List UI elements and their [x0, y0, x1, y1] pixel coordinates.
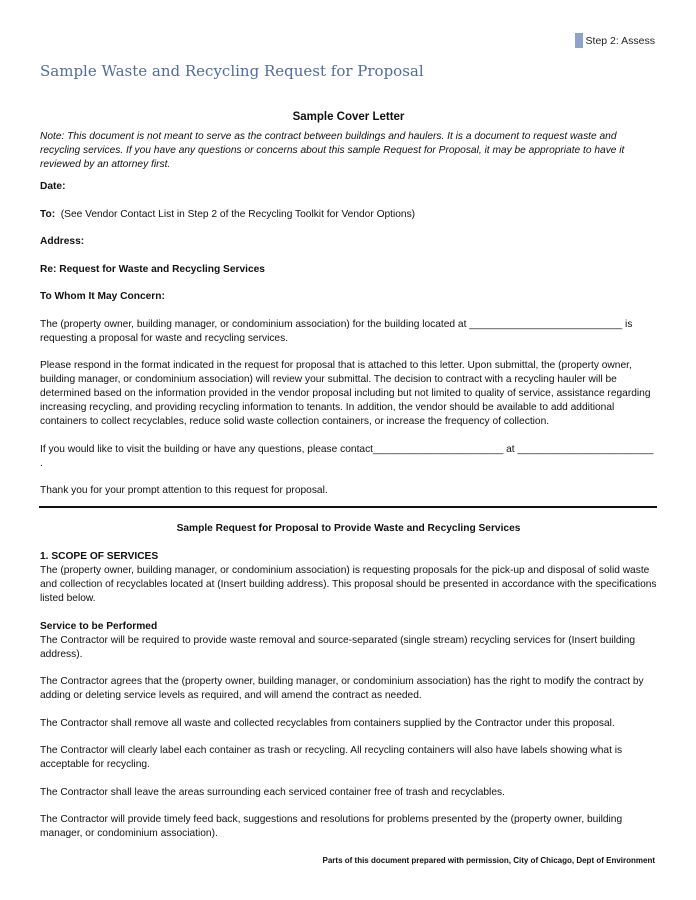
- salutation-line: [40, 290, 657, 304]
- letter-paragraph-2: Please respond in the format indicated in the request for proposal that is attached to this letter. Upon submittal, the (property owner, building manager, or condominium association) will review your submittal. The decision to contract with a recycling hauler will be determined based on the information provided in the vendor proposal including but not limited to quality of service, assistance regarding increasing recycling, and providing recycling information to tenants. In addition, the vendor should be available to add additional containers to collect recyclables, reduce solid waste collection containers, or increase the frequency of collection.: [40, 360, 651, 427]
- rfp-paragraph-d: The Contractor shall leave the areas surrounding each serviced container free of trash and recyclables.: [40, 786, 505, 798]
- address-label: Address:: [40, 236, 85, 247]
- re-line: [40, 263, 657, 277]
- letter-paragraph-4: Thank you for your prompt attention to this request for proposal.: [40, 485, 328, 496]
- to-text: (See Vendor Contact List in Step 2 of the Recycling Toolkit for Vendor Options): [60, 208, 416, 220]
- footer-credit: Parts of this document prepared with permission, City of Chicago, Dept of Environment: [322, 856, 655, 865]
- section-divider: [39, 506, 657, 508]
- rfp-heading: Sample Request for Proposal to Provide Waste and Recycling Services: [176, 523, 521, 534]
- disclaimer-note: Note: This document is not meant to serve as the contract between buildings and haulers. It is a document to request waste and recycling services. If you have any questions or concerns about this sample Request for Proposal, it may be appropriate to have it reviewed by an attorney first.: [40, 131, 625, 170]
- date-label: Date:: [40, 181, 66, 192]
- rfp-paragraph-c: The Contractor will clearly label each container as trash or recycling. All recycling containers will also have labels showing what is acceptable for recycling.: [40, 745, 623, 770]
- letter-paragraph-3: If you would like to visit the building or have any questions, please contact_______________________ at ________________________ .: [40, 443, 654, 469]
- rfp-paragraph-e: The Contractor will provide timely feed back, suggestions and resolutions for problems presented by the (property owner, building manager, or condominium association).: [40, 814, 623, 839]
- service-title-text: Service to be Performed: [40, 620, 158, 632]
- document-body: [40, 110, 657, 855]
- step-label: Step 2: Assess: [585, 34, 655, 47]
- document-title: Sample Waste and Recycling Request for Proposal: [40, 62, 424, 80]
- salutation: To Whom It May Concern:: [40, 291, 165, 302]
- to-line: [40, 208, 657, 222]
- cover-letter-heading: Sample Cover Letter: [292, 111, 405, 123]
- section-1-text: The (property owner, building manager, or condominium association) is requesting proposals for the pick-up and disposal of solid waste and collection of recyclables located at (Insert building address). This proposal should be presented in accordance with the specifications listed below.: [40, 565, 657, 604]
- date-line: [40, 180, 657, 194]
- to-label: To:: [40, 208, 56, 220]
- re-label: Re: Request for Waste and Recycling Services: [40, 263, 265, 275]
- service-text: The Contractor will be required to provide waste removal and source-separated (single stream) recycling services for (Insert building address).: [40, 634, 636, 660]
- step-indicator: [575, 33, 655, 48]
- letter-paragraph-1: The (property owner, building manager, or condominium association) for the building located at ___________________________ is requesting a proposal for waste and recycling services.: [40, 318, 633, 344]
- step-marker-bar: [575, 33, 583, 48]
- rfp-paragraph-a: The Contractor agrees that the (property owner, building manager, or condominium association) has the right to modify the contract by adding or deleting service levels as required, and will amend the contract as needed.: [40, 676, 644, 701]
- rfp-paragraph-b: The Contractor shall remove all waste and collected recyclables from containers supplied by the Contractor under this proposal.: [40, 717, 615, 729]
- section-1-title: [40, 550, 657, 564]
- address-line: [40, 235, 657, 249]
- section-1-title-text: 1. SCOPE OF SERVICES: [40, 551, 159, 562]
- service-title: [40, 620, 657, 634]
